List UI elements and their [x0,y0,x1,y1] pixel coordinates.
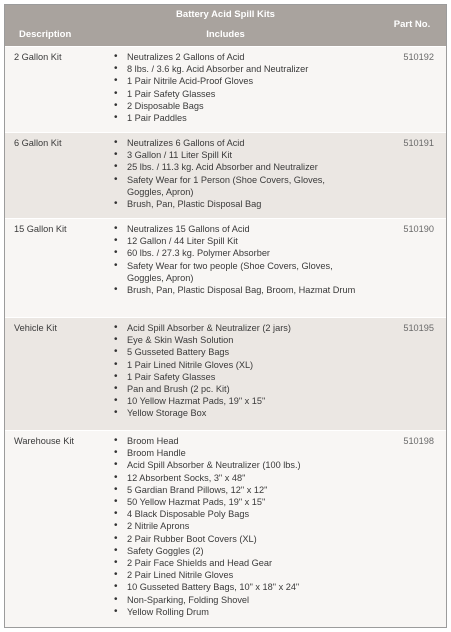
table-row [5,218,446,317]
list-item: • 10 Gusseted Battery Bags, 10" x 18" x 24" [113,581,358,593]
list-item: • 4 Black Disposable Poly Bags [113,508,358,520]
list-item: • 12 Gallon / 44 Liter Spill Kit [113,235,358,247]
includes-list [113,435,358,618]
row-description: 2 Gallon Kit [14,52,62,62]
list-item: • 2 Nitrile Aprons [113,520,358,532]
table-row [5,430,446,628]
table-caption: Battery Acid Spill Kits [176,9,275,20]
list-item: • Brush, Pan, Plastic Disposal Bag, Broom, Hazmat Drum [113,284,358,296]
row-description: 6 Gallon Kit [14,138,62,148]
table-row [5,317,446,430]
part-number: 510198 [403,436,434,446]
list-item: • Acid Spill Absorber & Neutralizer (100 lbs.) [113,459,358,471]
row-description: Warehouse Kit [14,436,74,446]
list-item: • Brush, Pan, Plastic Disposal Bag [113,198,358,210]
list-item: • 2 Pair Lined Nitrile Gloves [113,569,358,581]
list-item: • 3 Gallon / 11 Liter Spill Kit [113,149,358,161]
list-item: • 1 Pair Nitrile Acid-Proof Gloves [113,75,358,87]
table-header [5,5,446,46]
list-item: • 1 Pair Safety Glasses [113,371,358,383]
list-item: • 5 Gusseted Battery Bags [113,346,358,358]
list-item: • Broom Head [113,435,358,447]
list-item: • 5 Gardian Brand Pillows, 12" x 12" [113,484,358,496]
list-item: • 1 Pair Safety Glasses [113,88,358,100]
list-item: • 1 Pair Paddles [113,112,358,124]
part-number: 510195 [403,323,434,333]
list-item: • Yellow Storage Box [113,407,358,419]
list-item: • Neutralizes 2 Gallons of Acid [113,51,358,63]
includes-list [113,137,358,210]
list-item: • Pan and Brush (2 pc. Kit) [113,383,358,395]
list-item: • 12 Absorbent Socks, 3" x 48" [113,472,358,484]
list-item: • 10 Yellow Hazmat Pads, 19" x 15" [113,395,358,407]
list-item: • Acid Spill Absorber & Neutralizer (2 jars) [113,322,358,334]
list-item: • 25 lbs. / 11.3 kg. Acid Absorber and Neutralizer [113,161,358,173]
list-item: • 2 Pair Face Shields and Head Gear [113,557,358,569]
part-number: 510190 [403,224,434,234]
column-header-description: Description [19,29,72,40]
list-item: • 2 Disposable Bags [113,100,358,112]
table-row [5,132,446,218]
includes-list [113,51,358,124]
list-item: • 2 Pair Rubber Boot Covers (XL) [113,533,358,545]
list-item: • 50 Yellow Hazmat Pads, 19" x 15" [113,496,358,508]
column-header-part-no: Part No. [393,19,431,30]
list-item: • Safety Wear for 1 Person (Shoe Covers, Gloves, Goggles, Apron) [113,174,358,198]
spill-kits-table [4,4,447,628]
row-description: 15 Gallon Kit [14,224,67,234]
list-item: • Neutralizes 15 Gallons of Acid [113,223,358,235]
list-item: • 60 lbs. / 27.3 kg. Polymer Absorber [113,247,358,259]
list-item: • Safety Goggles (2) [113,545,358,557]
table-row [5,46,446,132]
list-item: • Safety Wear for two people (Shoe Covers, Gloves, Goggles, Apron) [113,260,358,284]
includes-list [113,322,358,420]
column-header-includes: Includes [206,29,245,40]
part-number: 510191 [403,138,434,148]
list-item: • Neutralizes 6 Gallons of Acid [113,137,358,149]
list-item: • Yellow Rolling Drum [113,606,358,618]
list-item: • 1 Pair Lined Nitrile Gloves (XL) [113,359,358,371]
row-description: Vehicle Kit [14,323,57,333]
list-item: • Eye & Skin Wash Solution [113,334,358,346]
part-number: 510192 [403,52,434,62]
list-item: • Broom Handle [113,447,358,459]
list-item: • 8 lbs. / 3.6 kg. Acid Absorber and Neutralizer [113,63,358,75]
includes-list [113,223,358,296]
list-item: • Non-Sparking, Folding Shovel [113,594,358,606]
